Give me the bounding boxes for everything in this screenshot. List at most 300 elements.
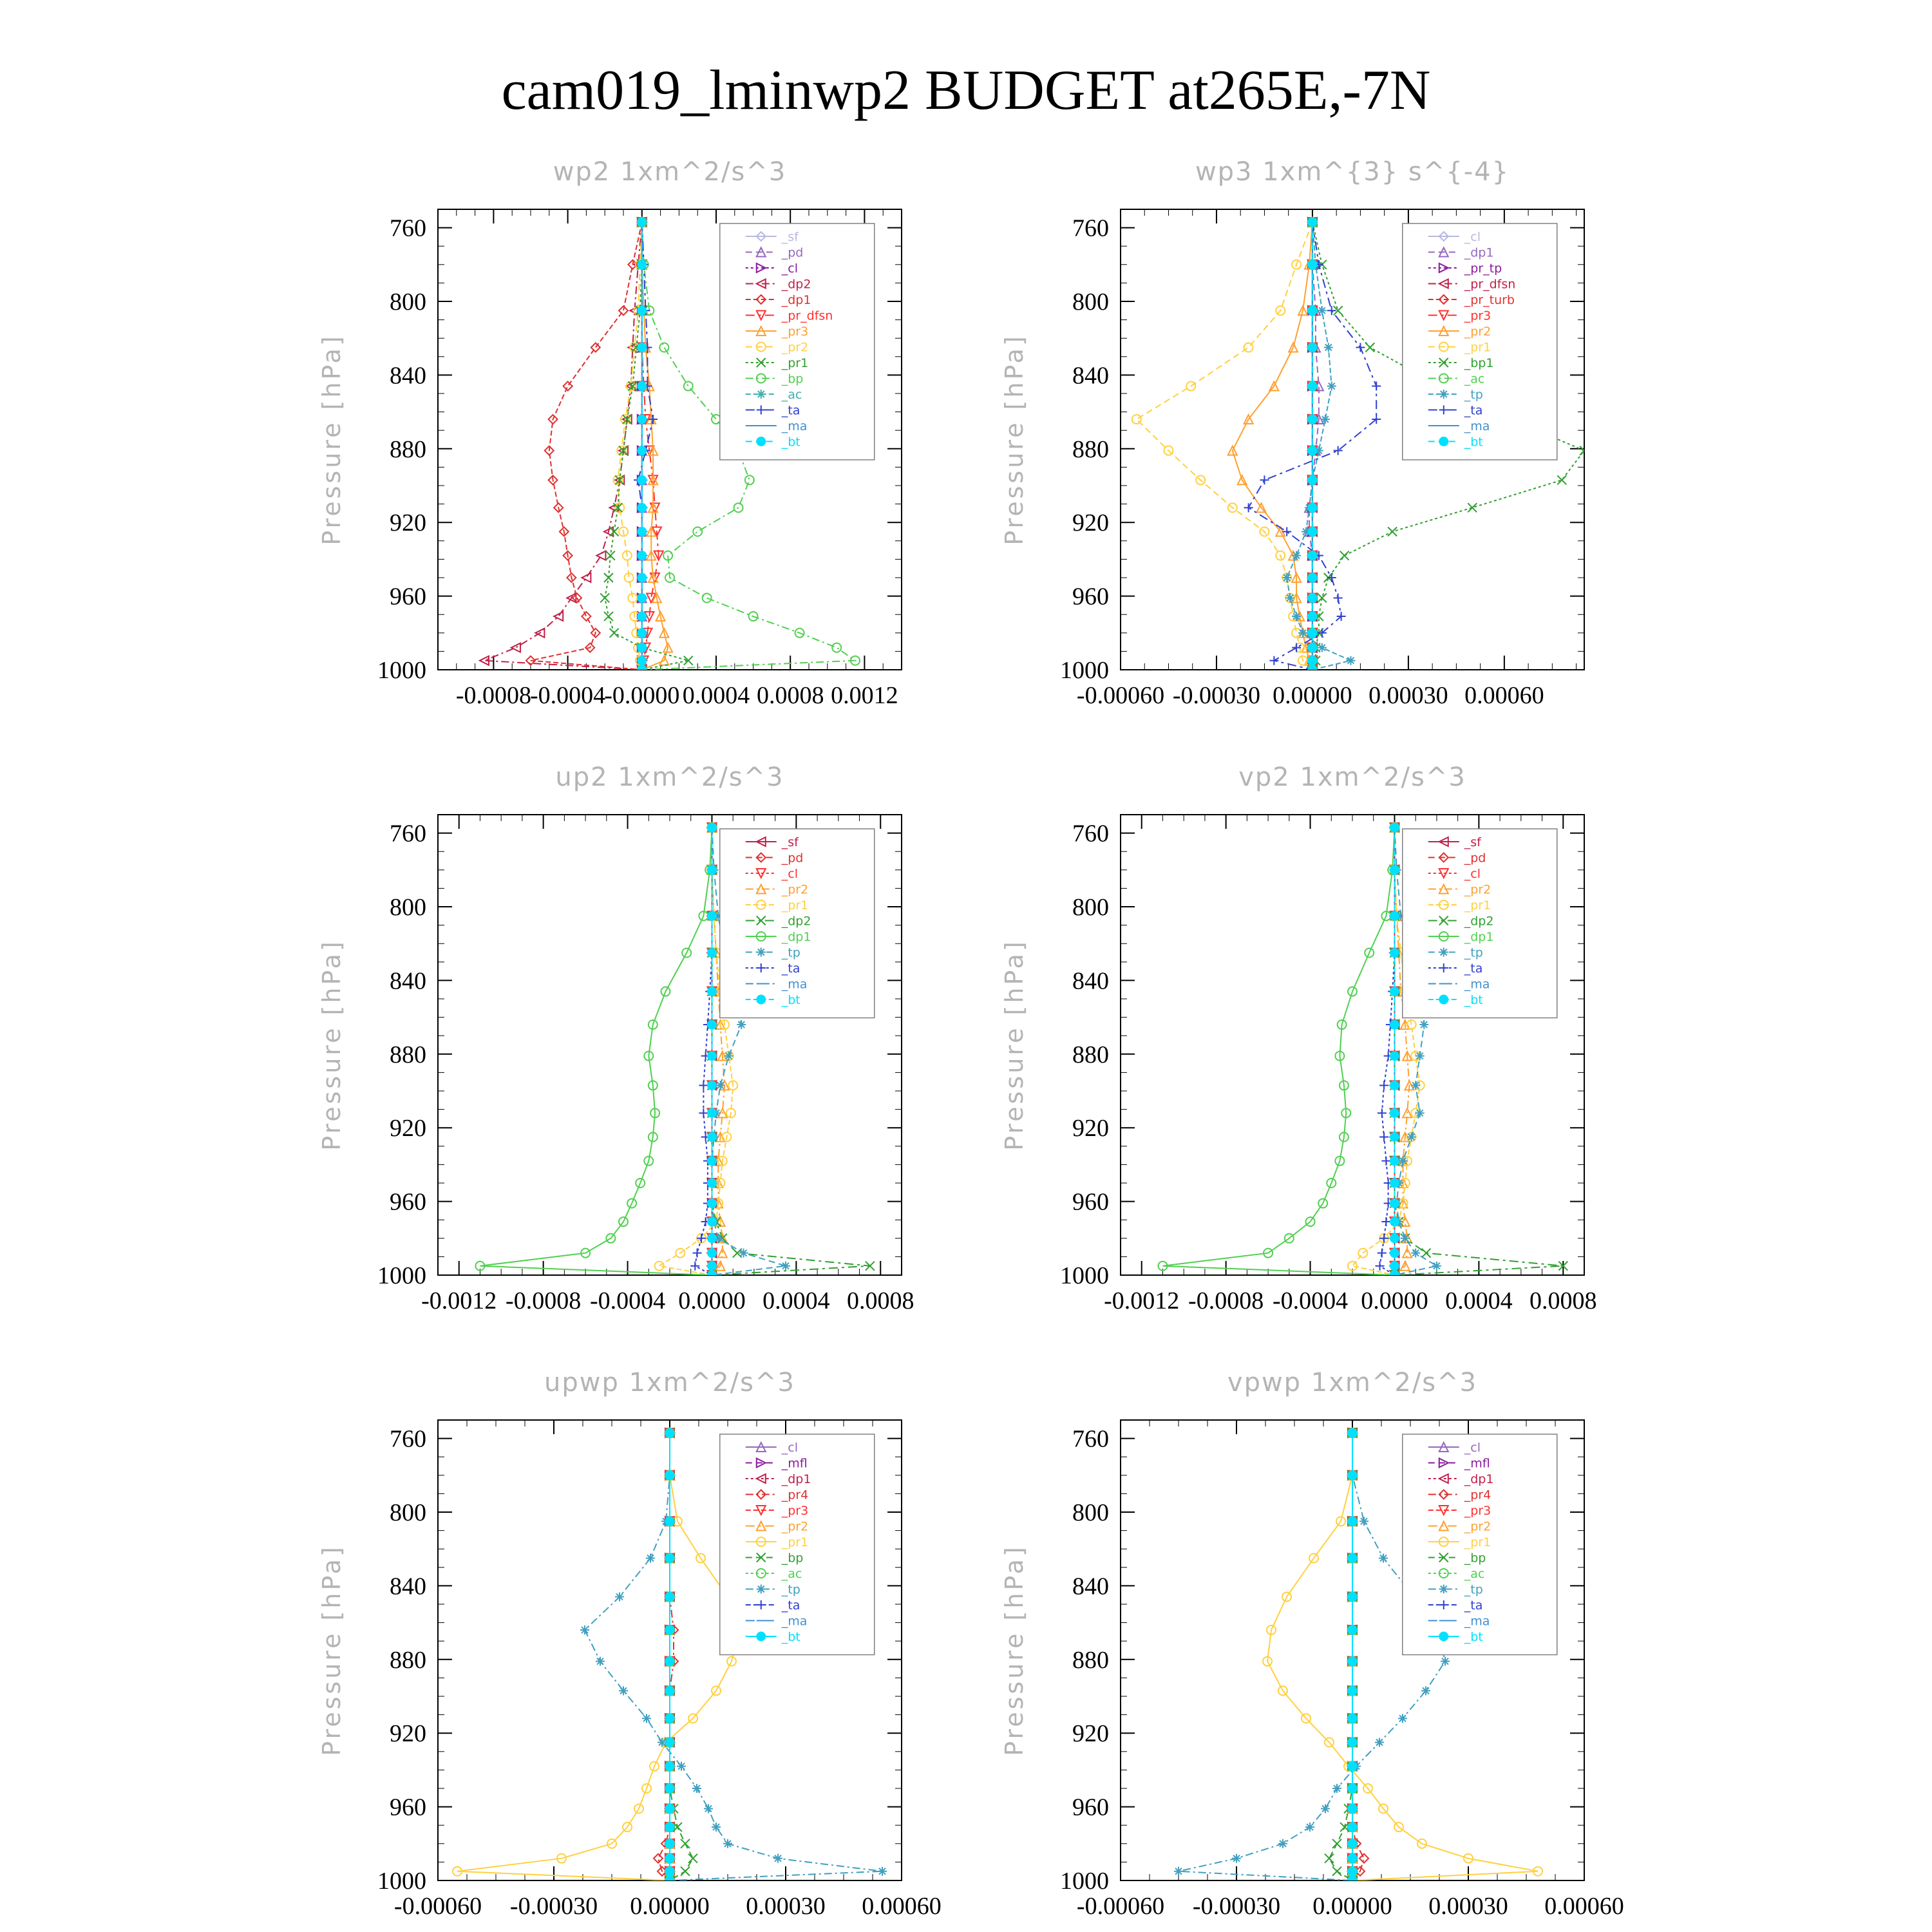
y-axis-label: Pressure [hPa] bbox=[1000, 939, 1028, 1151]
legend-label: _bt bbox=[1464, 435, 1483, 450]
legend bbox=[1403, 829, 1557, 1018]
data-point bbox=[1390, 1133, 1399, 1142]
legend-marker bbox=[1439, 948, 1448, 957]
legend-label: _pr_dfsn bbox=[781, 308, 833, 323]
x-tick-label: 0.0008 bbox=[1530, 1287, 1597, 1314]
data-point bbox=[707, 911, 716, 920]
data-point bbox=[1308, 656, 1317, 665]
data-point bbox=[1308, 475, 1317, 484]
data-point bbox=[1390, 911, 1399, 920]
data-point bbox=[1321, 1804, 1330, 1813]
data-point bbox=[1348, 1657, 1357, 1666]
legend-label: _dp2 bbox=[781, 914, 811, 929]
y-tick-label: 1000 bbox=[1060, 657, 1109, 684]
data-point bbox=[707, 1052, 716, 1061]
y-axis-label: Pressure [hPa] bbox=[1000, 1544, 1028, 1756]
data-point bbox=[554, 612, 563, 621]
data-point bbox=[1390, 1271, 1399, 1280]
legend-label: _pr2 bbox=[1464, 1519, 1492, 1534]
panel-title: upwp 1xm^2/s^3 bbox=[544, 1368, 795, 1397]
data-point bbox=[1308, 446, 1317, 455]
y-tick-label: 1000 bbox=[377, 1868, 426, 1895]
data-point bbox=[693, 1249, 702, 1258]
data-point bbox=[1359, 1517, 1368, 1526]
legend-label: _cl bbox=[1464, 1441, 1481, 1455]
data-point bbox=[1132, 415, 1141, 424]
x-tick-label: 0.00060 bbox=[1544, 1893, 1624, 1920]
data-point bbox=[1348, 1804, 1357, 1813]
data-point bbox=[665, 1876, 674, 1885]
data-point bbox=[681, 1839, 690, 1848]
data-point bbox=[1308, 527, 1317, 536]
legend-label: _dp1 bbox=[781, 293, 811, 307]
data-point bbox=[681, 1867, 690, 1876]
legend-marker bbox=[1439, 995, 1448, 1004]
data-point bbox=[773, 1854, 782, 1863]
data-point bbox=[1348, 1593, 1357, 1602]
data-point bbox=[665, 1839, 674, 1848]
data-point bbox=[638, 551, 647, 560]
data-point bbox=[1379, 1081, 1388, 1090]
data-point bbox=[596, 1657, 605, 1666]
legend bbox=[720, 1434, 875, 1655]
data-point bbox=[745, 475, 754, 484]
data-point bbox=[1390, 1052, 1399, 1061]
data-point bbox=[582, 612, 591, 621]
data-point bbox=[1388, 527, 1397, 536]
data-point bbox=[1348, 1854, 1357, 1863]
y-tick-label: 800 bbox=[390, 894, 426, 921]
data-point bbox=[1232, 1854, 1241, 1863]
legend-label: _ac bbox=[781, 388, 802, 402]
series-line bbox=[480, 828, 712, 1275]
data-point bbox=[665, 1517, 674, 1526]
y-tick-label: 800 bbox=[1072, 1499, 1109, 1526]
data-point bbox=[1324, 343, 1333, 352]
data-point bbox=[1332, 1839, 1341, 1848]
legend-label: _ta bbox=[1464, 403, 1483, 418]
data-point bbox=[1292, 551, 1301, 560]
data-point bbox=[654, 1854, 663, 1863]
data-point bbox=[1390, 987, 1399, 996]
legend-label: _ma bbox=[1464, 1614, 1490, 1629]
panel-upwp bbox=[317, 1359, 942, 1926]
data-point bbox=[712, 415, 721, 424]
y-tick-label: 760 bbox=[390, 1425, 426, 1453]
data-point bbox=[1407, 1133, 1416, 1142]
y-tick-label: 880 bbox=[390, 1646, 426, 1674]
data-point bbox=[646, 1554, 655, 1563]
panel-vpwp bbox=[1000, 1359, 1624, 1926]
data-point bbox=[1365, 343, 1374, 352]
data-point bbox=[1308, 551, 1317, 560]
data-point bbox=[1390, 1234, 1399, 1243]
data-point bbox=[1375, 1738, 1384, 1747]
y-tick-label: 960 bbox=[390, 1794, 426, 1821]
legend-label: _pr2 bbox=[781, 340, 809, 355]
legend-label: _tp bbox=[1464, 388, 1483, 402]
data-point bbox=[1308, 612, 1317, 621]
y-tick-label: 800 bbox=[390, 1499, 426, 1526]
y-axis-label: Pressure [hPa] bbox=[317, 1544, 346, 1756]
x-tick-label: 0.0000 bbox=[678, 1287, 746, 1314]
legend-marker bbox=[1439, 1632, 1448, 1641]
x-tick-label: 0.00000 bbox=[630, 1893, 710, 1920]
legend-label: _pr4 bbox=[1464, 1488, 1492, 1502]
data-point bbox=[1422, 1249, 1431, 1258]
y-tick-label: 880 bbox=[1072, 1041, 1109, 1068]
data-point bbox=[1325, 1854, 1334, 1863]
x-tick-label: -0.0004 bbox=[530, 682, 606, 709]
x-tick-label: 0.0004 bbox=[1445, 1287, 1513, 1314]
legend-label: _ma bbox=[1464, 419, 1490, 433]
legend-label: _bp bbox=[1464, 1551, 1486, 1566]
y-tick-label: 1000 bbox=[377, 657, 426, 684]
x-tick-label: 0.00030 bbox=[1368, 682, 1448, 709]
y-tick-label: 920 bbox=[390, 1115, 426, 1142]
data-point bbox=[1348, 1686, 1357, 1695]
legend-label: _pr4 bbox=[781, 1488, 809, 1502]
y-tick-label: 800 bbox=[1072, 289, 1109, 316]
data-point bbox=[1390, 1262, 1399, 1271]
panel-wp2 bbox=[317, 148, 940, 728]
series-pr2 bbox=[1228, 218, 1317, 674]
data-point bbox=[1390, 1217, 1399, 1226]
data-point bbox=[582, 573, 591, 582]
data-point bbox=[1390, 1157, 1399, 1166]
y-tick-label: 960 bbox=[1072, 583, 1109, 611]
data-point bbox=[638, 612, 647, 621]
data-point bbox=[1308, 306, 1317, 315]
data-point bbox=[1174, 1867, 1183, 1876]
data-point bbox=[1390, 1249, 1399, 1258]
data-point bbox=[690, 1262, 699, 1271]
y-tick-label: 920 bbox=[1072, 509, 1109, 537]
data-point bbox=[1401, 1234, 1410, 1243]
y-axis-label: Pressure [hPa] bbox=[317, 939, 346, 1151]
legend-label: _pr1 bbox=[1464, 340, 1492, 355]
data-point bbox=[707, 1081, 716, 1090]
x-tick-label: 0.00000 bbox=[1273, 682, 1352, 709]
legend-marker bbox=[757, 995, 766, 1004]
legend-label: _bp bbox=[781, 372, 804, 386]
data-point bbox=[692, 1784, 701, 1793]
data-point bbox=[665, 1804, 674, 1813]
legend-label: _ta bbox=[781, 1598, 800, 1613]
data-point bbox=[665, 1784, 674, 1793]
data-point bbox=[665, 1686, 674, 1695]
data-point bbox=[1308, 643, 1317, 652]
y-tick-label: 760 bbox=[390, 820, 426, 848]
x-tick-label: -0.00060 bbox=[1076, 682, 1165, 709]
data-point bbox=[638, 446, 647, 455]
legend-label: _tp bbox=[781, 1582, 800, 1597]
legend-label: _dp2 bbox=[781, 277, 811, 292]
data-point bbox=[1468, 503, 1477, 512]
data-point bbox=[1334, 593, 1343, 602]
data-point bbox=[1378, 1108, 1387, 1117]
data-point bbox=[638, 306, 647, 315]
data-point bbox=[665, 1823, 674, 1832]
x-tick-label: -0.00060 bbox=[393, 1893, 482, 1920]
legend-label: _ta bbox=[1464, 1598, 1483, 1613]
data-point bbox=[1318, 593, 1327, 602]
data-point bbox=[638, 573, 647, 582]
legend-marker bbox=[1439, 1585, 1448, 1594]
series-line bbox=[484, 222, 642, 670]
legend-label: _tp bbox=[1464, 945, 1483, 960]
y-tick-label: 960 bbox=[390, 1188, 426, 1216]
data-point bbox=[878, 1867, 887, 1876]
data-point bbox=[1372, 382, 1381, 391]
data-point bbox=[1327, 573, 1336, 582]
data-point bbox=[1308, 665, 1317, 674]
data-point bbox=[638, 382, 647, 391]
legend-label: _pr3 bbox=[1464, 1504, 1492, 1518]
y-tick-label: 920 bbox=[1072, 1115, 1109, 1142]
data-point bbox=[615, 1593, 624, 1602]
x-tick-label: -0.00030 bbox=[1192, 1893, 1281, 1920]
data-point bbox=[1411, 1249, 1420, 1258]
x-tick-label: 0.00030 bbox=[746, 1893, 826, 1920]
y-tick-label: 920 bbox=[390, 1720, 426, 1748]
data-point bbox=[1379, 1554, 1388, 1563]
data-point bbox=[638, 343, 647, 352]
data-point bbox=[1244, 503, 1253, 512]
x-tick-label: -0.0012 bbox=[1104, 1287, 1180, 1314]
legend-label: _dp2 bbox=[1464, 914, 1494, 929]
data-point bbox=[1308, 382, 1317, 391]
y-tick-label: 880 bbox=[390, 435, 426, 463]
legend-label: _pr1 bbox=[781, 356, 809, 370]
data-point bbox=[1348, 1517, 1357, 1526]
data-point bbox=[704, 1804, 713, 1813]
legend-label: _sf bbox=[781, 230, 799, 244]
panel-wp3 bbox=[1000, 148, 1623, 728]
data-point bbox=[1292, 612, 1301, 621]
data-point bbox=[1308, 629, 1317, 638]
data-point bbox=[699, 1081, 708, 1090]
data-point bbox=[638, 260, 647, 269]
data-point bbox=[737, 1020, 746, 1029]
data-point bbox=[1411, 1081, 1420, 1090]
data-point bbox=[1416, 1108, 1425, 1117]
legend-label: _ac bbox=[1464, 1567, 1485, 1581]
data-point bbox=[619, 1686, 628, 1695]
legend-label: _sf bbox=[1464, 835, 1481, 849]
data-point bbox=[511, 643, 520, 652]
data-point bbox=[638, 643, 647, 652]
panel-title: wp3 1xm^{3} s^{-4} bbox=[1195, 157, 1510, 187]
data-point bbox=[665, 1593, 674, 1602]
legend-label: _ma bbox=[781, 419, 808, 433]
legend-label: _ac bbox=[1464, 372, 1485, 386]
data-point bbox=[1381, 1217, 1390, 1226]
x-tick-label: -0.0012 bbox=[421, 1287, 497, 1314]
legend-label: _ta bbox=[781, 403, 800, 418]
data-point bbox=[1398, 1714, 1407, 1723]
y-axis-label: Pressure [hPa] bbox=[317, 334, 346, 545]
data-point bbox=[1441, 1657, 1450, 1666]
x-tick-label: -0.0000 bbox=[604, 682, 680, 709]
data-point bbox=[1379, 1133, 1388, 1142]
y-tick-label: 920 bbox=[390, 509, 426, 537]
legend-label: _ma bbox=[781, 1614, 808, 1629]
data-point bbox=[688, 1854, 697, 1863]
legend-label: _sf bbox=[781, 835, 799, 849]
legend bbox=[1403, 223, 1557, 460]
data-point bbox=[1332, 1784, 1341, 1793]
data-point bbox=[665, 1428, 674, 1437]
legend-marker bbox=[757, 1632, 766, 1641]
data-point bbox=[707, 987, 716, 996]
x-tick-label: 0.00060 bbox=[1464, 682, 1544, 709]
data-point bbox=[1348, 1823, 1357, 1832]
series-line bbox=[531, 222, 642, 670]
legend-marker bbox=[757, 948, 766, 957]
data-point bbox=[677, 1762, 686, 1771]
y-tick-label: 840 bbox=[390, 1573, 426, 1600]
legend bbox=[720, 223, 875, 460]
legend-label: _bt bbox=[781, 993, 800, 1007]
data-point bbox=[665, 1714, 674, 1723]
data-point bbox=[1308, 218, 1317, 227]
x-tick-label: 0.00030 bbox=[1428, 1893, 1508, 1920]
x-tick-label: -0.00060 bbox=[1076, 1893, 1165, 1920]
data-point bbox=[707, 866, 716, 875]
data-point bbox=[707, 1198, 716, 1208]
data-point bbox=[638, 656, 647, 665]
data-point bbox=[600, 593, 609, 602]
data-point bbox=[832, 643, 841, 652]
x-tick-label: 0.00060 bbox=[862, 1893, 942, 1920]
legend-label: _cl bbox=[1464, 230, 1481, 244]
legend-label: _dp1 bbox=[781, 1472, 811, 1486]
data-point bbox=[665, 1867, 674, 1876]
data-point bbox=[638, 629, 647, 638]
data-point bbox=[596, 551, 605, 560]
data-point bbox=[610, 527, 619, 536]
data-point bbox=[693, 527, 702, 536]
y-tick-label: 760 bbox=[390, 214, 426, 242]
data-point bbox=[1356, 343, 1365, 352]
data-point bbox=[604, 573, 613, 582]
data-point bbox=[638, 218, 647, 227]
data-point bbox=[1416, 1052, 1425, 1061]
data-point bbox=[781, 1262, 790, 1271]
data-point bbox=[665, 1625, 674, 1634]
legend-label: _pr2 bbox=[781, 1519, 809, 1534]
data-point bbox=[1340, 551, 1349, 560]
data-point bbox=[638, 527, 647, 536]
data-point bbox=[707, 1108, 716, 1117]
data-point bbox=[1308, 260, 1317, 269]
data-point bbox=[1347, 656, 1356, 665]
legend-label: _ac bbox=[781, 1567, 802, 1581]
data-point bbox=[1419, 1020, 1428, 1029]
panel-title: up2 1xm^2/s^3 bbox=[555, 762, 784, 792]
legend-label: _pd bbox=[781, 245, 804, 260]
x-tick-label: -0.0004 bbox=[1272, 1287, 1349, 1314]
x-tick-label: 0.0008 bbox=[847, 1287, 914, 1314]
legend-marker bbox=[1439, 437, 1448, 446]
data-point bbox=[1260, 475, 1269, 484]
legend-label: _ta bbox=[781, 961, 800, 976]
legend-label: _dp1 bbox=[1464, 930, 1494, 944]
data-point bbox=[707, 823, 716, 832]
data-point bbox=[1390, 1179, 1399, 1188]
data-point bbox=[1390, 866, 1399, 875]
y-tick-label: 800 bbox=[390, 289, 426, 316]
legend-label: _pr2 bbox=[1464, 882, 1492, 897]
series-dp1 bbox=[1158, 823, 1399, 1280]
legend-label: _pr_dfsn bbox=[1464, 277, 1516, 292]
series-line bbox=[1163, 828, 1395, 1275]
legend-label: _mfl bbox=[1464, 1456, 1490, 1471]
data-point bbox=[1308, 593, 1317, 602]
data-point bbox=[1390, 823, 1399, 832]
legend-label: _ma bbox=[1464, 977, 1490, 992]
data-point bbox=[724, 1052, 734, 1061]
y-tick-label: 840 bbox=[1072, 967, 1109, 995]
y-tick-label: 760 bbox=[1072, 214, 1109, 242]
data-point bbox=[1557, 475, 1566, 484]
y-tick-label: 1000 bbox=[1060, 1868, 1109, 1895]
x-tick-label: 0.00000 bbox=[1312, 1893, 1392, 1920]
data-point bbox=[638, 415, 647, 424]
data-point bbox=[1348, 1738, 1357, 1747]
data-point bbox=[1244, 343, 1253, 352]
data-point bbox=[638, 503, 647, 512]
x-tick-label: -0.0008 bbox=[455, 682, 531, 709]
panel-title: vpwp 1xm^2/s^3 bbox=[1227, 1368, 1478, 1397]
y-tick-label: 840 bbox=[1072, 362, 1109, 390]
y-tick-label: 960 bbox=[390, 583, 426, 611]
legend-label: _bp1 bbox=[1464, 356, 1494, 370]
data-point bbox=[1321, 415, 1330, 424]
legend-label: _ta bbox=[1464, 961, 1483, 976]
data-point bbox=[1308, 415, 1317, 424]
data-point bbox=[1348, 1428, 1357, 1437]
x-tick-label: 0.0004 bbox=[762, 1287, 830, 1314]
x-tick-label: -0.0004 bbox=[589, 1287, 666, 1314]
data-point bbox=[699, 1108, 708, 1117]
x-tick-label: 0.0008 bbox=[756, 682, 824, 709]
legend-label: _bt bbox=[781, 1630, 800, 1644]
legend-label: _cl bbox=[1464, 867, 1481, 881]
data-point bbox=[1390, 1020, 1399, 1029]
legend-label: _pr1 bbox=[781, 898, 809, 913]
data-point bbox=[1381, 1157, 1390, 1166]
series-pr1 bbox=[453, 1428, 744, 1885]
panel-title: wp2 1xm^2/s^3 bbox=[553, 157, 787, 187]
series-line bbox=[1137, 222, 1312, 670]
legend-label: _pr_turb bbox=[1464, 293, 1515, 307]
legend-label: _bp bbox=[781, 1551, 804, 1566]
legend-label: _pr1 bbox=[781, 1535, 809, 1549]
legend-label: _bt bbox=[1464, 1630, 1483, 1644]
legend-label: _pr1 bbox=[1464, 898, 1492, 913]
legend-label: _pr3 bbox=[781, 325, 809, 339]
y-tick-label: 1000 bbox=[377, 1262, 426, 1289]
legend-label: _pr3 bbox=[1464, 308, 1492, 323]
data-point bbox=[1359, 1854, 1368, 1863]
legend-label: _pr3 bbox=[781, 1504, 809, 1518]
series-line bbox=[457, 1433, 739, 1880]
legend bbox=[1403, 1434, 1557, 1655]
legend-marker bbox=[757, 437, 766, 446]
legend-label: _pd bbox=[781, 851, 804, 866]
